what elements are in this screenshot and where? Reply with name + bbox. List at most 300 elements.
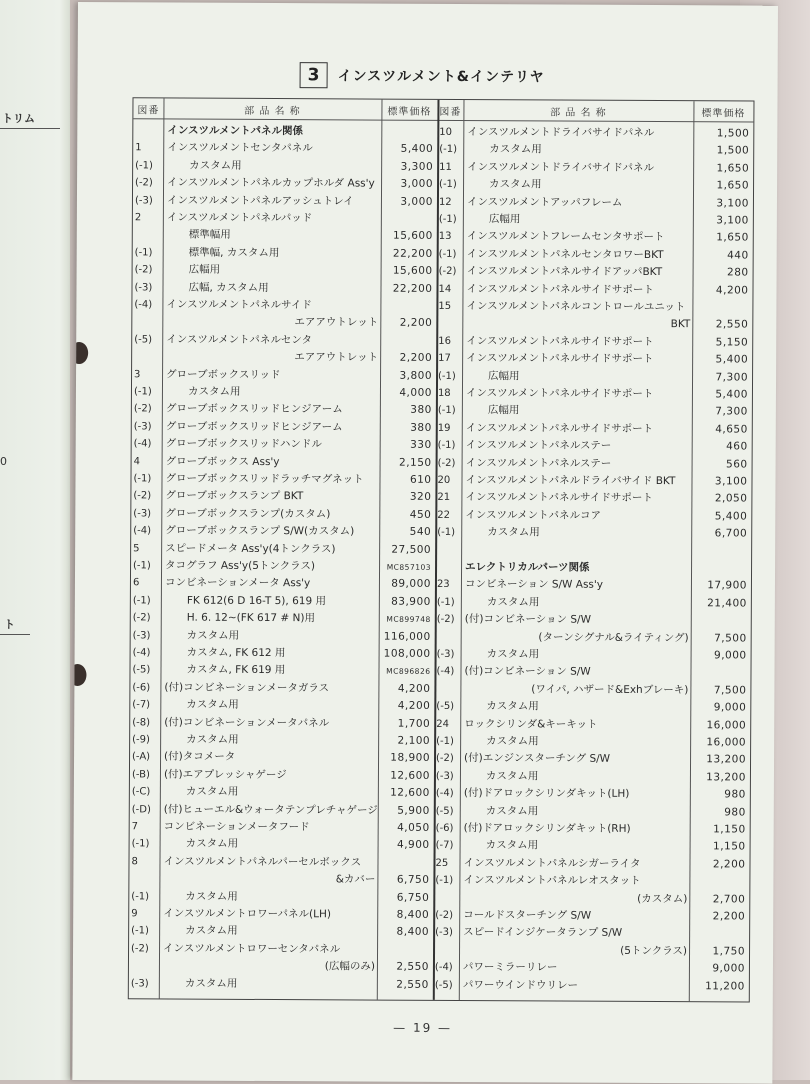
table-row	[131, 575, 435, 594]
part-ref-number: 4	[134, 453, 174, 470]
part-price: 3,100	[716, 212, 749, 229]
part-price: 4,200	[716, 282, 749, 299]
part-price: 3,800	[399, 367, 432, 384]
part-name: グローブボックスリッドヒンジアーム	[166, 418, 343, 436]
part-price: MC857103	[387, 559, 431, 576]
part-ref-number: (-1)	[439, 246, 479, 263]
part-price: 5,400	[716, 352, 749, 369]
table-row	[129, 888, 433, 907]
part-ref-number: (-3)	[134, 279, 174, 296]
table-row	[433, 942, 749, 961]
page-title: インスツルメント&インテリヤ	[338, 65, 545, 86]
part-ref-number: (-2)	[135, 174, 175, 191]
part-ref-number: (-A)	[132, 749, 172, 766]
table-row	[132, 348, 436, 367]
part-price: 6,750	[397, 889, 430, 906]
table-row	[132, 331, 436, 350]
part-name: カスタム用	[186, 732, 239, 749]
part-price: 560	[726, 456, 748, 473]
part-name: (付)ドアロックシリンダキット(RH)	[464, 820, 631, 838]
table-row	[435, 507, 751, 526]
part-price: 4,050	[397, 820, 430, 837]
part-ref-number: (-B)	[132, 766, 172, 783]
part-price: 4,200	[398, 698, 431, 715]
part-ref-number: (-3)	[133, 627, 173, 644]
table-row	[131, 609, 435, 628]
part-name: カスタム用	[487, 646, 540, 663]
table-row	[435, 611, 751, 630]
page-number: — 19 —	[73, 1019, 773, 1037]
table-row	[437, 193, 753, 212]
part-ref-number: (-1)	[435, 872, 475, 889]
part-name: インスツルメントパネルコア	[465, 507, 601, 525]
col-header-no: 図番	[133, 101, 163, 116]
part-name: カスタム用	[486, 768, 539, 785]
part-price: 1,650	[716, 230, 749, 247]
part-name: インスツルメントパネルサイドサポート	[466, 385, 654, 403]
table-row	[132, 296, 436, 315]
part-ref-number: (-5)	[436, 698, 476, 715]
part-ref-number: (-4)	[436, 663, 476, 680]
part-name: (ワイパ, ハザード&Exhブレーキ)	[531, 681, 688, 699]
part-ref-number: (-2)	[435, 907, 475, 924]
table-row	[434, 681, 750, 700]
part-price: 11,200	[705, 978, 745, 995]
table-row	[437, 211, 753, 230]
part-ref-number: 3	[134, 366, 174, 383]
part-price: 1,750	[712, 943, 745, 960]
part-name: 広幅, カスタム用	[188, 279, 268, 296]
table-row	[133, 122, 437, 141]
part-ref-number: (-1)	[439, 211, 479, 228]
col-header-price: 標準価格	[381, 103, 437, 118]
part-name: H. 6. 12~(FK 617 # N)用	[187, 610, 315, 628]
table-row	[433, 924, 749, 943]
part-ref-number: (-2)	[439, 263, 479, 280]
table-row	[130, 749, 434, 768]
part-ref-number: (-1)	[135, 244, 175, 261]
table-row	[436, 454, 752, 473]
part-name: コンビネーション S/W Ass'y	[465, 576, 603, 594]
table-row	[131, 540, 435, 559]
part-ref-number: (-1)	[135, 157, 175, 174]
part-ref-number: 21	[437, 489, 477, 506]
part-price: 3,100	[716, 195, 749, 212]
part-name: グローブボックス Ass'y	[166, 453, 280, 471]
table-row	[435, 576, 751, 595]
part-ref-number: (-1)	[131, 923, 171, 940]
part-name: インスツルメントパネルサイドサポート	[465, 489, 653, 507]
table-row	[130, 714, 434, 733]
table-row	[130, 696, 434, 715]
table-row	[132, 314, 436, 333]
part-price: 7,500	[714, 630, 747, 647]
part-price: 2,150	[399, 454, 432, 471]
col-header-name: 部 品 名 称	[463, 103, 693, 119]
table-row	[130, 662, 434, 681]
prev-page-rule	[0, 128, 60, 129]
part-price: 16,000	[706, 717, 746, 734]
table-row	[436, 420, 752, 439]
table-row	[129, 870, 433, 889]
part-name: (カスタム)	[637, 891, 687, 908]
part-ref-number: (-3)	[135, 192, 175, 209]
part-name: インスツルメントパネルサイドサポート	[466, 350, 654, 368]
part-price: 280	[727, 265, 749, 282]
table-row	[433, 959, 749, 978]
table-row	[131, 505, 435, 524]
part-name: インスツルメントパネルシガーライタ	[463, 855, 640, 873]
table-row	[131, 592, 435, 611]
part-ref-number: (-1)	[133, 592, 173, 609]
part-ref-number: (-4)	[435, 959, 475, 976]
part-ref-number: (-3)	[436, 768, 476, 785]
part-name: カスタム用	[185, 923, 238, 940]
part-ref-number: (-7)	[436, 837, 476, 854]
part-price: 8,400	[397, 924, 430, 941]
part-price: 540	[410, 524, 432, 541]
part-price: 380	[410, 402, 432, 419]
part-price: 8,400	[397, 907, 430, 924]
part-price: 9,000	[712, 961, 745, 978]
part-ref-number: (-5)	[134, 331, 174, 348]
part-price: 83,900	[391, 593, 431, 610]
table-row	[131, 557, 435, 576]
part-ref-number: (-8)	[132, 714, 172, 731]
part-name: インスツルメントパネルサイドサポート	[466, 333, 654, 351]
part-ref-number: (-1)	[438, 367, 478, 384]
part-name: カスタム用	[186, 697, 239, 714]
part-price: 7,300	[715, 369, 748, 386]
part-name: パワーウインドウリレー	[463, 977, 578, 995]
part-name: カスタム用	[489, 176, 542, 193]
part-price: 15,600	[393, 263, 433, 280]
table-row	[133, 209, 437, 228]
part-ref-number: 1	[135, 140, 175, 157]
table-row	[130, 679, 434, 698]
part-ref-number: 2	[135, 209, 175, 226]
prev-page-fragment: ト	[4, 616, 15, 632]
part-ref-number: 17	[438, 350, 478, 367]
table-row	[434, 802, 750, 821]
table-row	[133, 192, 437, 211]
table-row	[435, 628, 751, 647]
part-ref-number: (-7)	[132, 696, 172, 713]
part-name: インスツルメントドライバサイドパネル	[467, 124, 654, 142]
part-name: 広幅用	[488, 403, 520, 420]
part-name: エアアウトレット	[294, 349, 378, 366]
part-ref-number: (-1)	[132, 836, 172, 853]
table-row	[434, 785, 750, 804]
part-ref-number: (-1)	[437, 524, 477, 541]
part-price: 5,400	[715, 508, 748, 525]
part-name: カスタム用	[487, 594, 540, 611]
part-name: (付)タコメータ	[164, 749, 235, 766]
table-row	[131, 644, 435, 663]
table-row	[130, 766, 434, 785]
part-price: 2,700	[713, 891, 746, 908]
part-ref-number: (-1)	[133, 470, 173, 487]
part-price: 3,000	[400, 176, 433, 193]
table-row	[435, 489, 751, 508]
table-row	[436, 298, 752, 317]
part-price: 1,650	[716, 178, 749, 195]
part-ref-number: (-4)	[134, 296, 174, 313]
table-row	[130, 731, 434, 750]
part-name: インスツルメントパネルドライバサイド BKT	[465, 472, 675, 490]
part-ref-number: 25	[435, 855, 475, 872]
part-name: インスツルメントパネルパッド	[167, 209, 313, 227]
part-ref-number: 11	[439, 159, 479, 176]
part-price: 3,300	[401, 158, 434, 175]
part-price: 1,500	[717, 143, 750, 160]
part-price: 18,900	[390, 750, 430, 767]
part-price: 89,000	[391, 576, 431, 593]
part-price: 2,200	[400, 315, 433, 332]
part-ref-number: (-1)	[436, 733, 476, 750]
table-row	[436, 402, 752, 421]
part-name: スピードメータ Ass'y(4トンクラス)	[165, 540, 335, 558]
part-name: インスツルメントパネルアッシュトレイ	[167, 192, 354, 210]
part-ref-number: (-3)	[133, 505, 173, 522]
table-row	[434, 715, 750, 734]
table-row	[433, 907, 749, 926]
part-price: 1,500	[717, 125, 750, 142]
part-name: インスツルメントパネルサイドアッパBKT	[467, 263, 663, 281]
table-row	[133, 157, 437, 176]
table-row	[131, 488, 435, 507]
table-row	[433, 855, 749, 874]
part-price: 13,200	[706, 752, 746, 769]
table-row	[129, 957, 433, 976]
part-name: エレクトリカルパーツ関係	[465, 559, 590, 577]
table-row	[132, 383, 436, 402]
table-row	[436, 280, 752, 299]
part-price: 1,150	[713, 839, 746, 856]
part-ref-number: (-1)	[134, 383, 174, 400]
part-price: 4,000	[399, 385, 432, 402]
part-price: 2,550	[396, 959, 429, 976]
part-ref-number: (-1)	[133, 557, 173, 574]
table-row	[132, 453, 436, 472]
part-ref-number: 5	[133, 540, 173, 557]
part-name: カスタム用	[189, 157, 242, 174]
part-price: 4,900	[397, 837, 430, 854]
table-row	[132, 279, 436, 298]
part-name: コンビネーションメータ Ass'y	[165, 575, 310, 593]
section-number-box: 3	[300, 62, 328, 88]
part-ref-number: (-9)	[132, 731, 172, 748]
part-name: コンビネーションメータフード	[164, 818, 310, 836]
part-name: インスツルメントパネルレオスタット	[463, 872, 640, 890]
part-ref-number: (-C)	[132, 783, 172, 800]
table-row	[131, 627, 435, 646]
part-ref-number: 6	[133, 575, 173, 592]
part-ref-number: 22	[437, 507, 477, 524]
table-row	[130, 783, 434, 802]
part-ref-number: (-3)	[437, 646, 477, 663]
part-name: インスツルメントパネルセンタ	[166, 331, 312, 349]
part-price: 108,000	[384, 646, 431, 663]
part-name: カスタム用	[187, 627, 240, 644]
part-name: コールドスターチング S/W	[463, 907, 591, 925]
part-name: 広幅用	[489, 211, 521, 228]
part-price: 2,200	[400, 350, 433, 367]
part-price: 980	[724, 787, 746, 804]
part-name: (付)コンビネーション S/W	[465, 611, 591, 629]
part-ref-number: 9	[131, 905, 171, 922]
table-row	[132, 366, 436, 385]
part-price: 17,900	[707, 578, 747, 595]
table-row	[435, 594, 751, 613]
part-name: (ターンシグナル&ライティング)	[538, 629, 688, 647]
part-price: 116,000	[384, 628, 431, 645]
table-row	[435, 541, 751, 560]
part-name: (広幅のみ)	[325, 958, 375, 975]
part-ref-number: (-3)	[134, 418, 174, 435]
part-ref-number: (-1)	[438, 402, 478, 419]
part-ref-number: (-4)	[133, 644, 173, 661]
part-price: 1,150	[713, 821, 746, 838]
part-name: インスツルメントセンタパネル	[167, 140, 313, 158]
part-name: FK 612(6 D 16-T 5), 619 用	[187, 592, 326, 610]
part-ref-number: (-1)	[437, 594, 477, 611]
table-row	[131, 470, 435, 489]
part-name: カスタム用	[188, 384, 241, 401]
part-name: インスツルメントパネルサイドサポート	[466, 281, 654, 299]
part-price: 2,100	[398, 733, 431, 750]
part-ref-number: (-1)	[439, 176, 479, 193]
part-ref-number: 19	[438, 420, 478, 437]
part-price: 460	[726, 439, 748, 456]
part-ref-number: (-2)	[133, 488, 173, 505]
part-price: MC899748	[386, 611, 430, 628]
part-price: 15,600	[393, 228, 433, 245]
part-ref-number: (-2)	[436, 750, 476, 767]
table-row	[435, 559, 751, 578]
part-name: カスタム用	[185, 975, 238, 992]
part-name: インスツルメントパネルコントロールユニット	[466, 298, 685, 316]
part-ref-number: (-5)	[436, 802, 476, 819]
part-price: 22,200	[393, 245, 433, 262]
part-ref-number: (-2)	[134, 401, 174, 418]
part-name: カスタム用	[185, 888, 238, 905]
part-name: インスツルメントロワーパネル(LH)	[163, 905, 331, 923]
table-row	[437, 159, 753, 178]
col-header-name: 部 品 名 称	[163, 101, 381, 117]
part-name: 標準幅, カスタム用	[189, 244, 280, 261]
col-header-price: 標準価格	[693, 104, 753, 119]
part-name: グローブボックスランプ BKT	[165, 488, 303, 506]
catalog-page	[72, 2, 778, 1084]
part-name: (付)ドアロックシリンダキット(LH)	[464, 785, 630, 803]
prev-page-fragment: 0	[0, 455, 7, 468]
part-price: 13,200	[706, 769, 746, 786]
part-ref-number: 24	[436, 715, 476, 732]
part-ref-number: 15	[438, 298, 478, 315]
part-name: インスツルメントパネルステー	[466, 437, 612, 455]
part-price: 5,400	[715, 386, 748, 403]
part-ref-number: (-5)	[132, 662, 172, 679]
part-price: 21,400	[707, 595, 747, 612]
parts-price-table	[128, 97, 755, 1002]
part-name: 広幅用	[189, 262, 221, 279]
part-name: BKT	[671, 316, 691, 333]
part-ref-number: (-1)	[131, 888, 171, 905]
part-name: インスツルメントパネルセンタロワーBKT	[467, 246, 664, 264]
part-name: カスタム, FK 612 用	[187, 645, 286, 663]
table-row	[437, 228, 753, 247]
table-row	[133, 140, 437, 159]
prev-page-rule	[0, 634, 30, 635]
part-ref-number: (-5)	[435, 976, 475, 993]
table-row	[436, 367, 752, 386]
part-ref-number: (-2)	[438, 454, 478, 471]
part-price: 12,600	[390, 785, 430, 802]
part-name: インスツルメントロワーセンタパネル	[163, 940, 340, 958]
part-price: 610	[410, 472, 432, 489]
table-row	[434, 750, 750, 769]
part-name: (付)エンジンスターチング S/W	[464, 750, 610, 768]
part-ref-number: 23	[437, 576, 477, 593]
part-name: タコグラフ Ass'y(5トンクラス)	[165, 557, 315, 575]
part-name: カスタム用	[186, 784, 239, 801]
table-row	[434, 698, 750, 717]
part-ref-number: (-D)	[132, 801, 172, 818]
part-name: (付)ヒューエル&ウォータテンプレチャゲージ	[164, 801, 378, 819]
part-price: 9,000	[714, 647, 747, 664]
part-name: スピードインジケータランプ S/W	[463, 924, 622, 942]
part-name: グローブボックスリッドラッチマグネット	[165, 470, 363, 488]
table-row	[437, 124, 753, 143]
table-row	[437, 263, 753, 282]
part-ref-number: (-4)	[134, 435, 174, 452]
part-ref-number: (-1)	[439, 141, 479, 158]
part-price: 3,000	[400, 193, 433, 210]
table-row	[436, 437, 752, 456]
part-name: インスツルメントフレームセンタサポート	[467, 228, 665, 246]
part-name: (5トンクラス)	[620, 943, 687, 960]
part-name: インスツルメントアッパフレーム	[467, 194, 622, 212]
part-name: パワーミラーリレー	[463, 959, 558, 976]
part-ref-number: (-2)	[131, 940, 171, 957]
part-name: (付)コンビネーションメータパネル	[164, 714, 329, 732]
part-price: 3,100	[715, 473, 748, 490]
part-name: ロックシリンダ&キーキット	[464, 716, 597, 734]
part-price: 5,400	[401, 141, 434, 158]
table-row	[437, 176, 753, 195]
part-name: カスタム用	[489, 142, 542, 159]
part-price: 2,200	[713, 908, 746, 925]
table-row	[130, 801, 434, 820]
table-row	[129, 923, 433, 942]
punch-hole	[72, 342, 88, 364]
part-ref-number: (-2)	[437, 611, 477, 628]
part-name: グローブボックスランプ S/W(カスタム)	[165, 523, 354, 541]
part-price: 5,900	[397, 802, 430, 819]
part-ref-number: (-3)	[131, 975, 171, 992]
table-row	[434, 837, 750, 856]
table-row	[133, 244, 437, 263]
part-name: インスツルメントパネルサイド	[166, 296, 312, 314]
part-name: インスツルメントパネルサイドサポート	[466, 420, 654, 438]
part-price: 320	[410, 489, 432, 506]
punch-hole	[72, 664, 86, 686]
table-row	[133, 227, 437, 246]
part-name: 標準幅用	[189, 227, 231, 244]
table-row	[129, 975, 433, 994]
table-row	[129, 853, 433, 872]
